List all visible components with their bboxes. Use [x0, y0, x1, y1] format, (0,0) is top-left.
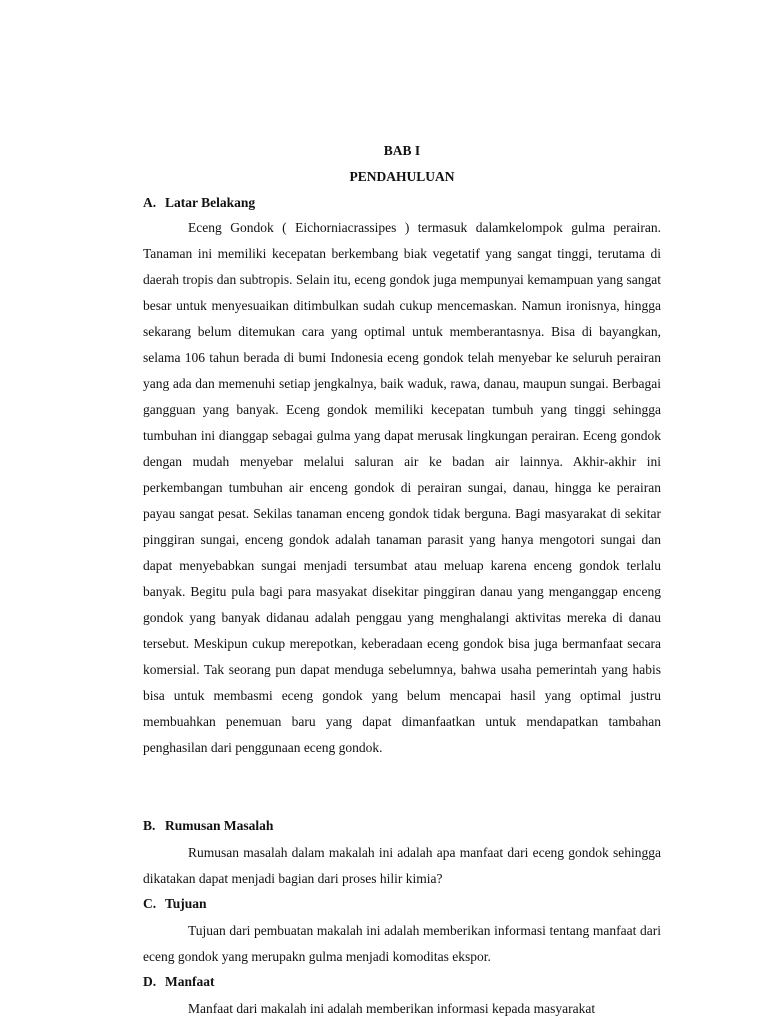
section-heading-rumusan-masalah	[143, 818, 273, 834]
section-body-manfaat: Manfaat dari makalah ini adalah memberikan informasi kepada masyarakat	[188, 1001, 596, 1016]
section-title: Manfaat	[165, 974, 215, 989]
section-number: C.	[143, 896, 157, 911]
section-number: A.	[143, 195, 157, 210]
section-heading-manfaat	[143, 974, 215, 990]
section-title: Latar Belakang	[165, 195, 256, 210]
section-heading-latar-belakang	[143, 195, 255, 211]
section-heading-tujuan	[143, 896, 207, 912]
chapter-number: BAB I	[383, 143, 421, 158]
section-title: Rumusan Masalah	[165, 818, 274, 833]
section-body-latar-belakang: Eceng Gondok ( Eichorniacrassipes ) termasuk dalamkelompok gulma perairan. Tanaman ini memiliki kecepatan berkembang biak vegetatif yang sangat tinggi, terutama di daerah tropis dan subtropis. Selain itu, eceng gondok juga mempunyai kemampuan yang sangat besar untuk menyesuaikan ditimbulkan sudah cukup mencemaskan. Namun ironisnya, hingga sekarang belum ditemukan cara yang optimal untuk memberantasnya. Bisa di bayangkan, selama 106 tahun berada di bumi Indonesia eceng gondok telah menyebar ke seluruh perairan yang ada dan memenuhi setiap jengkalnya, baik waduk, rawa, danau, maupun sungai. Berbagai gangguan yang banyak. Eceng gondok memiliki kecepatan tumbuh yang tinggi sehingga tumbuhan ini dianggap sebagai gulma yang dapat merusak lingkungan perairan. Eceng gondok dengan mudah menyebar melalui saluran air ke badan air lainnya. Akhir-akhir ini perkembangan tumbuhan air enceng gondok di perairan sungai, danau, hingga ke perairan payau sangat pesat. Sekilas tanaman enceng gondok tidak berguna. Bagi masyarakat di sekitar pinggiran sungai, enceng gondok adalah tanaman parasit yang hanya mengotori sungai dan dapat menyebabkan sungai menjadi tersumbat atau meluap karena enceng gondok terlalu banyak. Begitu pula bagi para masyakat disekitar pinggiran danau yang menganggap enceng gondok yang banyak didanau adalah penggau yang menghalangi aktivitas mereka di danau tersebut. Meskipun cukup merepotkan, keberadaan eceng gondok bisa juga bermanfaat secara komersial. Tak seorang pun dapat menduga sebelumnya, bahwa usaha pemerintah yang habis bisa untuk membasmi eceng gondok yang belum mencapai hasil yang optimal justru membuahkan penemuan baru yang dapat dimanfaatkan untuk mendapatkan tambahan penghasilan dari penggunaan eceng gondok.	[143, 220, 661, 755]
section-body-tujuan: Tujuan dari pembuatan makalah ini adalah memberikan informasi tentang manfaat dari eceng gondok yang merupakn gulma menjadi komoditas ekspor.	[143, 923, 661, 964]
section-title: Tujuan	[165, 896, 207, 911]
chapter-title: PENDAHULUAN	[349, 169, 455, 184]
section-number: B.	[143, 818, 156, 833]
section-body-rumusan-masalah: Rumusan masalah dalam makalah ini adalah apa manfaat dari eceng gondok sehingga dikatakan dapat menjadi bagian dari proses hilir kimia?	[143, 845, 661, 886]
section-number: D.	[143, 974, 157, 989]
